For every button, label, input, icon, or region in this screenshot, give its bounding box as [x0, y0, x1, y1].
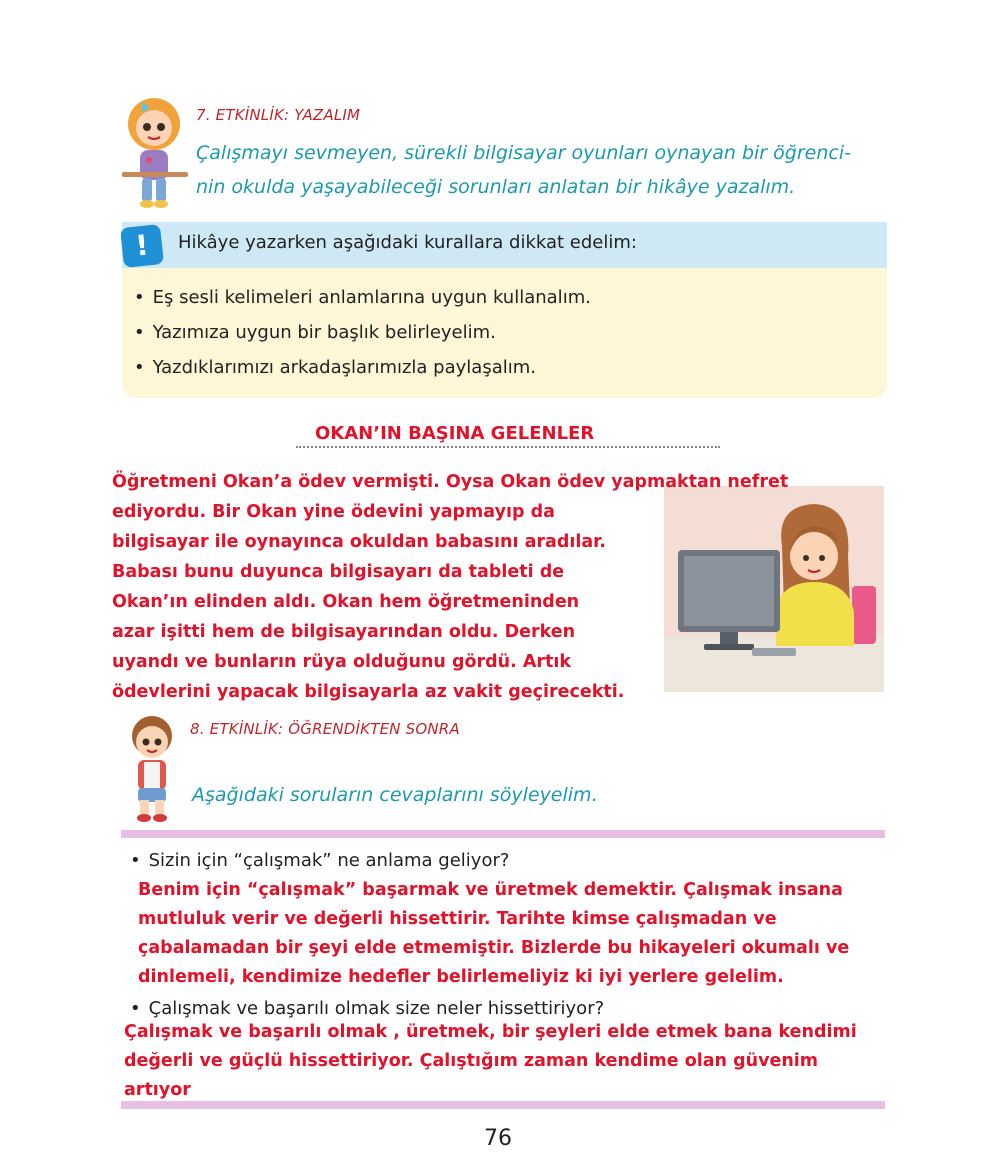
question-1: • Sizin için “çalışmak” ne anlama geliyor?	[130, 850, 509, 871]
section-divider-top	[121, 830, 885, 838]
activity7-description-line1: Çalışmayı sevmeyen, sürekli bilgisayar oyunları oynayan bir öğrenci-	[196, 142, 851, 164]
story-line: Okan’ın elinden aldı. Okan hem öğretmeninden	[112, 592, 580, 612]
story-line: azar işitti hem de bilgisayarından oldu. Derken	[112, 622, 576, 642]
answer-line: dinlemeli, kendimize hedefler belirlemeliyiz ki iyi yerlere gelelim.	[138, 967, 784, 987]
rule-item: • Yazdıklarımızı arkadaşlarımızla paylaşalım.	[134, 357, 536, 378]
activity7-description-line2: nin okulda yaşayabileceği sorunları anlatan bir hikâye yazalım.	[196, 176, 796, 198]
answer-line: mutluluk verir ve değerli hissettirir. Tarihte kimse çalışmadan ve	[138, 909, 777, 929]
activity7-title: 7. ETKİNLİK: YAZALIM	[196, 106, 361, 124]
story-title: OKAN’IN BAŞINA GELENLER	[315, 423, 595, 444]
activity8-description: Aşağıdaki soruların cevaplarını söyleyelim.	[192, 784, 598, 806]
story-line: bilgisayar ile oynayınca okuldan babasını aradılar.	[112, 532, 606, 552]
answer-line: artıyor	[124, 1080, 191, 1100]
boy-character-illustration	[122, 712, 182, 824]
rules-heading: Hikâye yazarken aşağıdaki kurallara dikkat edelim:	[178, 232, 637, 253]
story-line: uyandı ve bunların rüya olduğunu gördü. Artık	[112, 652, 572, 672]
story-line: ödevlerini yapacak bilgisayarla az vakit geçirecekti.	[112, 682, 625, 702]
exclamation-badge-icon: !	[120, 224, 164, 268]
question-2: • Çalışmak ve başarılı olmak size neler hissettiriyor?	[130, 998, 604, 1019]
section-divider-bottom	[121, 1101, 885, 1109]
rule-item: • Yazımıza uygun bir başlık belirleyelim.	[134, 322, 496, 343]
answer-1	[138, 876, 849, 992]
rule-item: • Eş sesli kelimeleri anlamlarına uygun kullanalım.	[134, 287, 591, 308]
answer-2	[124, 1018, 857, 1105]
answer-line: Benim için “çalışmak” başarmak ve üretmek demektir. Çalışmak insana	[138, 880, 843, 900]
activity8-title: 8. ETKİNLİK: ÖĞRENDİKTEN SONRA	[190, 720, 460, 738]
title-dotted-line	[296, 446, 720, 448]
story-line: Öğretmeni Okan’a ödev vermişti. Oysa Okan ödev yapmaktan nefret	[112, 472, 789, 492]
answer-line: çabalamadan bir şeyi elde etmemiştir. Bizlerde bu hikayeleri okumalı ve	[138, 938, 850, 958]
answer-line: değerli ve güçlü hissettiriyor. Çalıştığım zaman kendime olan güvenim	[124, 1051, 819, 1071]
page-number: 76	[484, 1126, 512, 1151]
story-text	[112, 467, 872, 707]
story-line: ediyordu. Bir Okan yine ödevini yapmayıp da	[112, 502, 555, 522]
girl-character-illustration	[118, 94, 190, 212]
answer-line: Çalışmak ve başarılı olmak , üretmek, bir şeyleri elde etmek bana kendimi	[124, 1022, 857, 1042]
story-line: Babası bunu duyunca bilgisayarı da tableti de	[112, 562, 565, 582]
